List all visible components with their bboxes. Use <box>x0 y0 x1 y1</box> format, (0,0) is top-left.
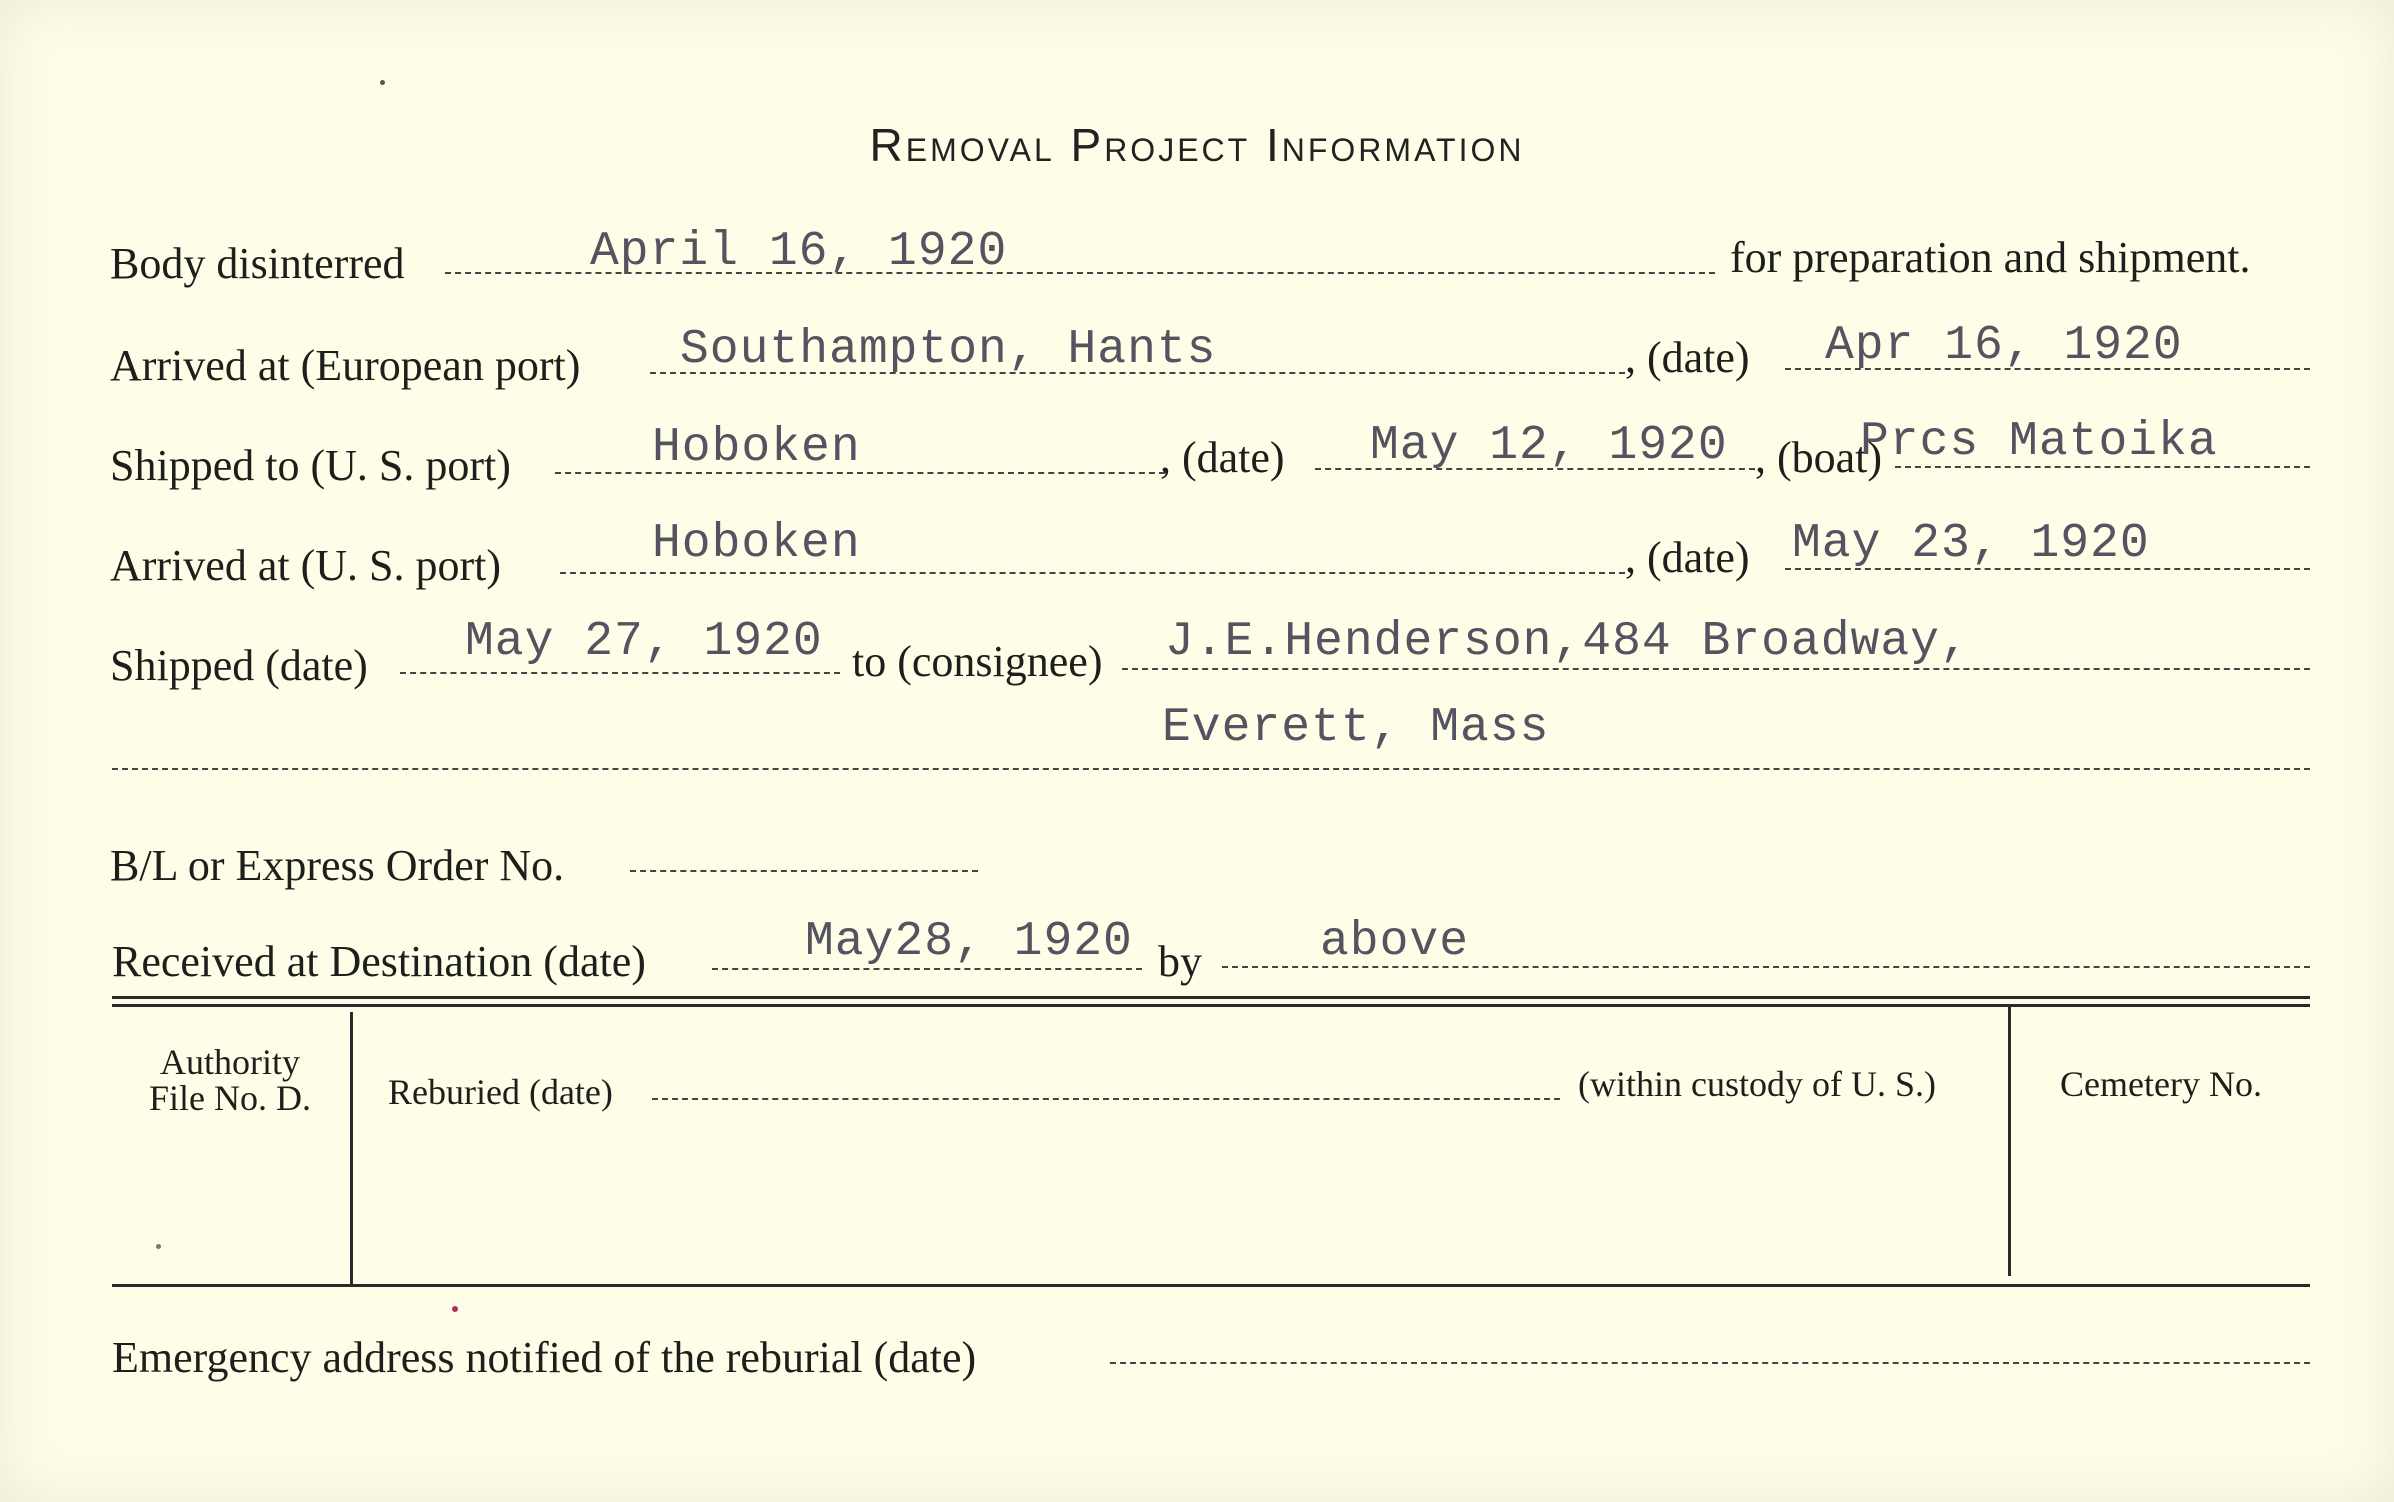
custody-label: (within custody of U. S.) <box>1578 1064 1936 1104</box>
bl-order-line <box>630 870 978 872</box>
reburied-line <box>652 1098 1560 1100</box>
consignee-label: to (consignee) <box>852 637 1103 686</box>
authority-label-line2: File No. D. <box>149 1078 311 1118</box>
shipped-us-port-label: Shipped to (U. S. port) <box>110 441 511 490</box>
arrived-us-port-value: Hoboken <box>652 517 861 571</box>
form-title: Removal Project Information <box>869 119 1525 171</box>
shipped-us-port-value: Hoboken <box>652 421 861 475</box>
paper-speck <box>452 1306 458 1312</box>
disinterred-date-value: April 16, 1920 <box>590 225 1008 279</box>
shipped-date-label: Shipped (date) <box>110 641 368 690</box>
shipped-date-value: May 27, 1920 <box>465 615 823 669</box>
cemetery-no-label: Cemetery No. <box>2060 1064 2262 1104</box>
authority-label-line1: Authority <box>160 1042 300 1082</box>
box-divider-right <box>2008 1004 2011 1276</box>
arrived-eu-port-value: Southampton, Hants <box>680 323 1217 377</box>
arrived-eu-date-label: , (date) <box>1625 333 1750 382</box>
emergency-label: Emergency address notified of the reburial (date) <box>112 1333 977 1382</box>
shipped-us-boat-label: , (boat) <box>1755 433 1883 482</box>
received-label: Received at Destination (date) <box>112 937 646 986</box>
arrived-us-date-value: May 23, 1920 <box>1792 517 2150 571</box>
shipped-us-date-value: May 12, 1920 <box>1370 419 1728 473</box>
arrived-eu-date-value: Apr 16, 1920 <box>1825 319 2183 373</box>
consignee-value-line1: J.E.Henderson,484 Broadway, <box>1165 615 1970 669</box>
emergency-line <box>1110 1362 2310 1364</box>
reburied-label: Reburied (date) <box>388 1072 613 1112</box>
consignee-line-2 <box>112 768 2310 770</box>
received-by-value: above <box>1320 915 1470 969</box>
bl-order-label: B/L or Express Order No. <box>110 841 565 890</box>
disinterred-label: Body disinterred <box>110 239 405 288</box>
paper-speck <box>156 1244 161 1249</box>
box-divider-left <box>350 1012 353 1284</box>
arrived-us-date-label: , (date) <box>1625 533 1750 582</box>
arrived-us-port-label: Arrived at (U. S. port) <box>110 541 502 590</box>
box-top-rule <box>112 996 2310 999</box>
consignee-value-line2: Everett, Mass <box>1162 701 1550 755</box>
box-top-rule-2 <box>112 1004 2310 1007</box>
received-date-value: May28, 1920 <box>805 915 1133 969</box>
shipped-us-date-label: , (date) <box>1160 433 1285 482</box>
shipped-us-boat-value: Prcs Matoika <box>1860 415 2218 469</box>
arrived-us-port-line <box>560 572 1625 574</box>
disinterred-suffix: for preparation and shipment. <box>1730 233 2251 282</box>
shipped-date-line <box>400 672 840 674</box>
received-by-label: by <box>1158 937 1202 986</box>
paper-speck <box>380 80 385 85</box>
box-bottom-rule <box>112 1284 2310 1287</box>
arrived-eu-port-label: Arrived at (European port) <box>110 341 581 390</box>
